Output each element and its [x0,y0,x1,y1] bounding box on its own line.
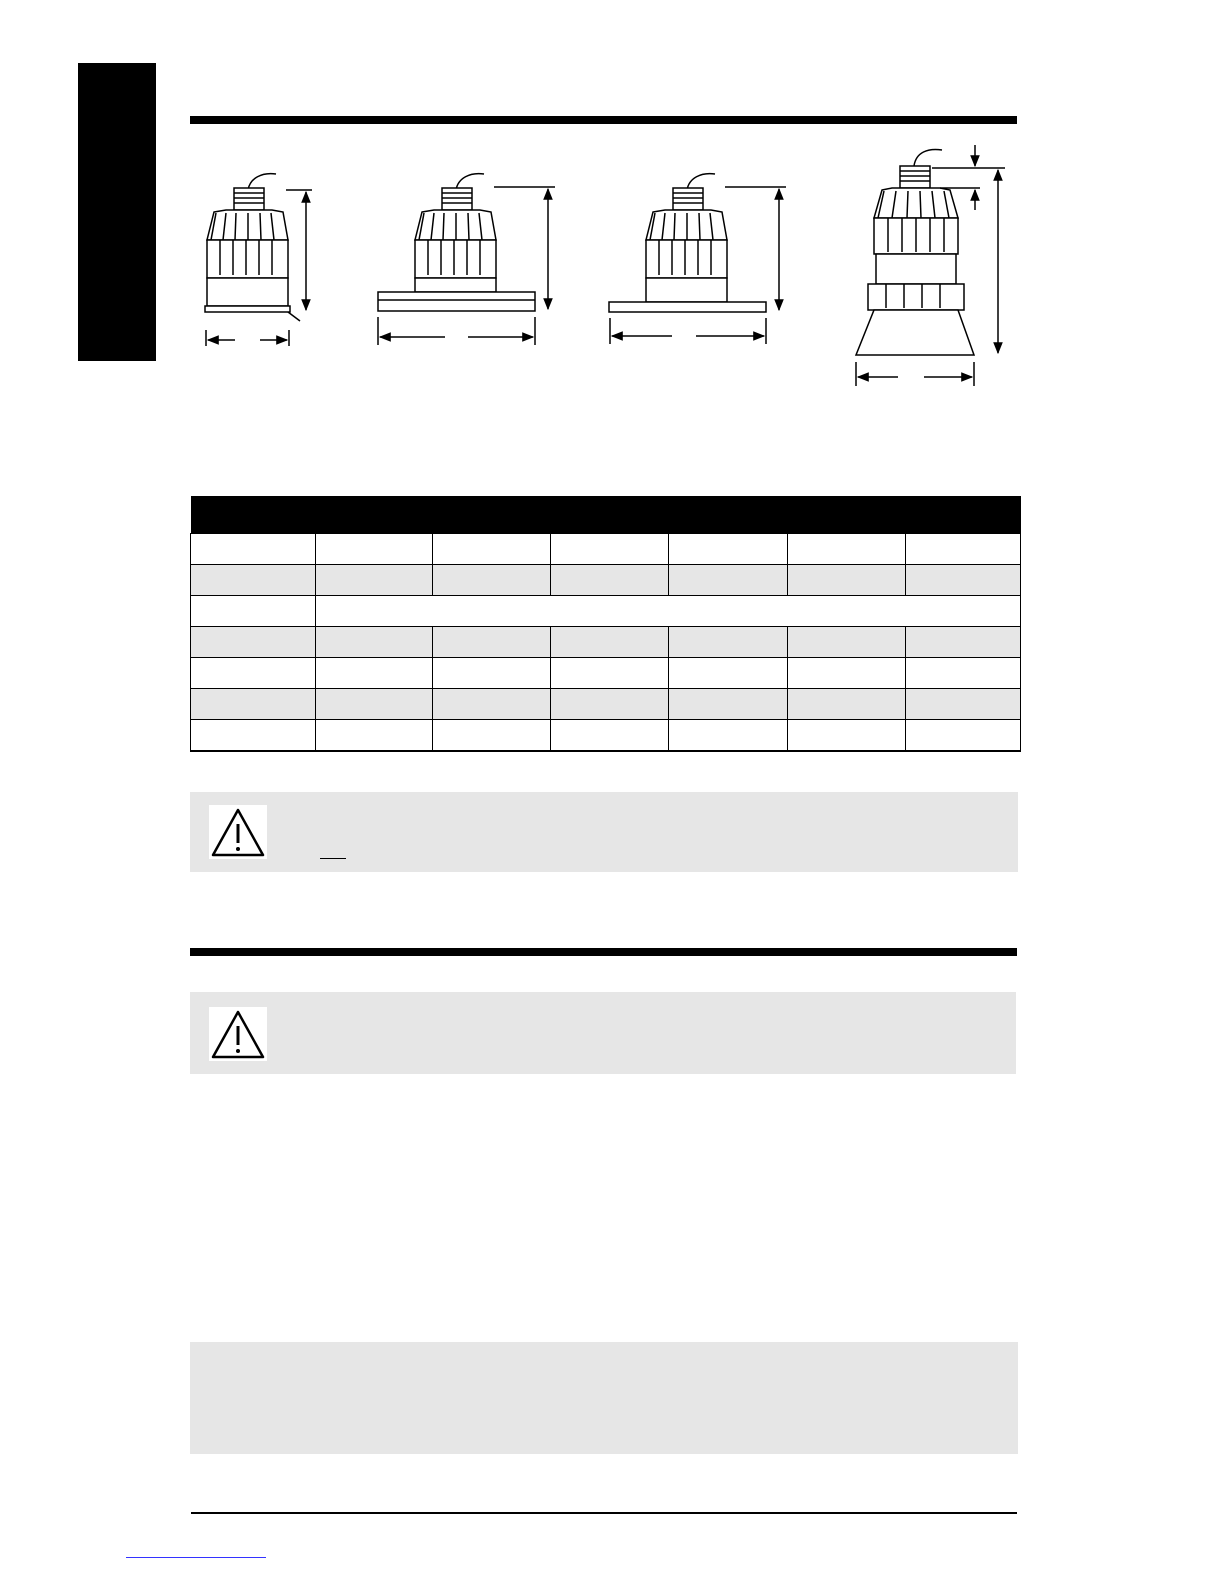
warning-note-2 [190,992,1016,1074]
table-row [191,720,1021,752]
table-cell [906,534,1021,565]
table-cell [788,689,906,720]
table-cell [906,658,1021,689]
table-cell [788,658,906,689]
table-cell [669,720,788,752]
table-header-cell [191,496,1021,534]
table-cell [906,689,1021,720]
table-cell [669,534,788,565]
warning-triangle-icon [209,805,267,859]
table-cell [433,689,551,720]
table-cell [906,565,1021,596]
table-cell [191,596,316,627]
table-row [191,565,1021,596]
table-row [191,596,1021,627]
table-cell [433,658,551,689]
section-heading-rule [190,116,1017,124]
table-cell [551,534,669,565]
table-cell [551,658,669,689]
table-cell [551,689,669,720]
table-cell [906,720,1021,752]
table-cell [191,565,316,596]
table-row [191,658,1021,689]
table-row [191,627,1021,658]
sensor-dimension-drawing [170,140,1020,400]
table-cell [551,627,669,658]
section-side-tab [78,63,156,361]
table-cell [788,720,906,752]
table-cell [191,627,316,658]
table-row [191,689,1021,720]
table-cell [433,534,551,565]
sensor-horn [856,145,1005,386]
table-cell [433,627,551,658]
table-cell [669,658,788,689]
table-cell [191,658,316,689]
sensor-flat-flange [609,174,786,344]
info-note-box [190,1342,1018,1454]
section-heading-rule-2 [190,948,1017,956]
table-cell [191,534,316,565]
warning-note-1 [190,792,1018,872]
table-cell [551,720,669,752]
table-cell [316,596,1021,627]
table-cell [669,627,788,658]
table-cell [788,565,906,596]
page-link-underline[interactable] [126,1557,266,1558]
table-cell [669,565,788,596]
table-cell [669,689,788,720]
table-cell [191,689,316,720]
warning-triangle-icon [209,1007,267,1061]
table-cell [433,720,551,752]
table-cell [788,627,906,658]
sensor-compact-housing [205,174,312,346]
table-cell [316,720,433,752]
table-header-row [191,496,1021,534]
table-cell [316,658,433,689]
table-cell [316,534,433,565]
sensor-large-flange [378,174,555,345]
dimensions-table [190,496,1021,752]
table-cell [551,565,669,596]
table-cell [191,720,316,752]
table-cell [316,627,433,658]
table-cell [906,627,1021,658]
table-cell [316,565,433,596]
table-cell [316,689,433,720]
table-row [191,534,1021,565]
table-cell [433,565,551,596]
footer-rule [191,1512,1017,1514]
table-cell [788,534,906,565]
underline-mark [320,858,346,859]
